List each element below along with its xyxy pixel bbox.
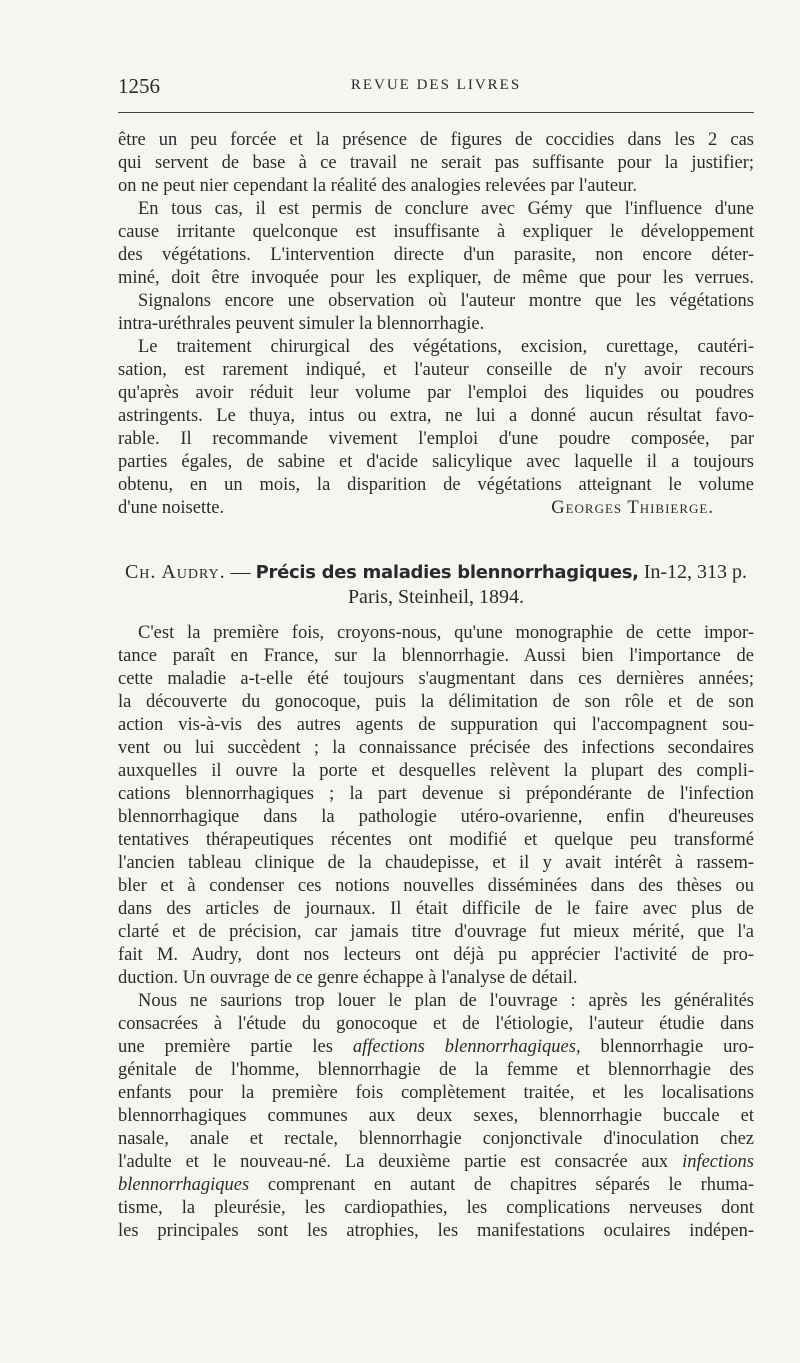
text-line: blennorrhagique dans la pathologie utéro-ovarienne, enfin d'heureuses [118, 807, 754, 827]
text-line [118, 1174, 754, 1197]
text-fragment: comprenant en autant de chapitres séparés le rhuma- [249, 1175, 754, 1195]
review-heading [118, 560, 754, 610]
emphasis-text: blennorrhagiques [118, 1175, 250, 1195]
text-line: qui servent de base à ce travail ne serait pas suffisante pour la justifier; [118, 153, 754, 173]
text-line: clarté et de précision, car jamais titre d'ouvrage fut mieux mérité, que l'a [118, 922, 754, 942]
text-line: sation, est rarement indiqué, et l'auteur conseille de n'y avoir recours [118, 360, 754, 380]
review-audry [118, 622, 754, 1243]
text-line-end: d'une noisette. [118, 498, 225, 518]
page-header [118, 70, 754, 100]
text-line [118, 1151, 754, 1174]
emphasis-text: affections blennorrhagiques, [352, 1037, 581, 1057]
text-line: dans des articles de journaux. Il était difficile de le faire avec plus de [118, 899, 754, 919]
text-line: la découverte du gonocoque, puis la délimitation de son rôle et de son [118, 692, 754, 712]
text-line: nasale, anale et rectale, blennorrhagie conjonctivale d'inoculation chez [118, 1129, 754, 1149]
text-line [118, 497, 754, 520]
page-number: 1256 [118, 74, 160, 98]
text-line: miné, doit être invoquée pour les expliquer, de même que pour les verrues. [118, 268, 754, 288]
text-line: C'est la première fois, croyons-nous, qu'une monographie de cette impor- [138, 623, 754, 643]
text-line: des végétations. L'intervention directe d'un parasite, non encore déter- [118, 245, 754, 265]
text-line: parties égales, de sabine et d'acide salicylique avec laquelle il a toujours [118, 452, 754, 472]
emphasis-text: infections [682, 1152, 754, 1172]
text-line: astringents. Le thuya, intus ou extra, ne lui a donné aucun résultat favo- [118, 406, 754, 426]
text-line: tance paraît en France, sur la blennorrhagie. Aussi bien l'importance de [118, 646, 754, 666]
review-thibierge [118, 129, 754, 520]
text-line: génitale de l'homme, blennorrhagie de la femme et blennorrhagie des [118, 1060, 754, 1080]
header-rule [118, 112, 754, 113]
text-line: En tous cas, il est permis de conclure avec Gémy que l'influence d'une [138, 199, 754, 219]
publication-line: Paris, Steinheil, 1894. [347, 586, 525, 608]
text-line [118, 1036, 754, 1059]
text-line: Nous ne saurions trop louer le plan de l'ouvrage : après les généralités [138, 991, 754, 1011]
book-format: In-12, 313 p. [638, 561, 748, 583]
text-line: rable. Il recommande vivement l'emploi d'une poudre composée, par [118, 429, 754, 449]
review-author: Ch. Audry. [124, 561, 226, 583]
text-line: tentatives thérapeutiques récentes ont modifié et quelque peu transformé [118, 830, 754, 850]
heading-dash: — [225, 561, 256, 583]
text-line: obtenu, en un mois, la disparition de végétations atteignant le volume [118, 475, 754, 495]
text-line: Signalons encore une observation où l'auteur montre que les végétations [138, 291, 754, 311]
text-line: auxquelles il ouvre la porte et desquelles relèvent la plupart des compli- [118, 761, 754, 781]
text-line: vent ou lui succèdent ; la connaissance précisée des infections secondaires [118, 738, 754, 758]
running-title: REVUE DES LIVRES [350, 77, 522, 93]
text-line: cations blennorrhagiques ; la part devenue si prépondérante de l'infection [118, 784, 754, 804]
text-line: blennorrhagiques communes aux deux sexes, blennorrhagie buccale et [118, 1106, 754, 1126]
text-line: cette maladie a-t-elle été toujours s'augmentant dans ces dernières années; [118, 669, 754, 689]
text-line: qu'après avoir réduit leur volume par l'emploi des liquides ou poudres [118, 383, 754, 403]
text-line: bler et à condenser ces notions nouvelles disséminées dans des thèses ou [118, 876, 754, 896]
text-line: Le traitement chirurgical des végétations, excision, curettage, cautéri- [138, 337, 754, 357]
text-fragment: une première partie les [118, 1037, 353, 1057]
heading-line [118, 560, 754, 585]
text-line: l'ancien tableau clinique de la chaudepisse, et il y avait intérêt à rassem- [118, 853, 754, 873]
text-line: action vis-à-vis des autres agents de suppuration qui l'accompagnent sou- [118, 715, 754, 735]
text-line: intra-uréthrales peuvent simuler la blennorrhagie. [118, 314, 485, 334]
book-title: Précis des maladies blennorrhagiques, [255, 562, 639, 583]
text-line: fait M. Audry, dont nos lecteurs ont déjà pu apprécier l'activité de pro- [118, 945, 754, 965]
text-line: les principales sont les atrophies, les manifestations oculaires indépen- [118, 1221, 754, 1241]
text-line: duction. Un ouvrage de ce genre échappe à l'analyse de détail. [118, 968, 578, 988]
signature: Georges Thibierge. [551, 498, 714, 518]
text-line: consacrées à l'étude du gonocoque et de l'étiologie, l'auteur étudie dans [118, 1014, 754, 1034]
text-fragment: l'adulte et le nouveau-né. La deuxième partie est consacrée aux [118, 1152, 683, 1172]
text-line: on ne peut nier cependant la réalité des analogies relevées par l'auteur. [118, 176, 638, 196]
text-line: être un peu forcée et la présence de figures de coccidies dans les 2 cas [118, 130, 754, 150]
text-line: tisme, la pleurésie, les cardiopathies, les complications nerveuses dont [118, 1198, 754, 1218]
text-line: cause irritante quelconque est insuffisante à expliquer le développement [118, 222, 754, 242]
text-fragment: blennorrhagie uro- [580, 1037, 755, 1057]
text-line: enfants pour la première fois complètement traitée, et les localisations [118, 1083, 754, 1103]
